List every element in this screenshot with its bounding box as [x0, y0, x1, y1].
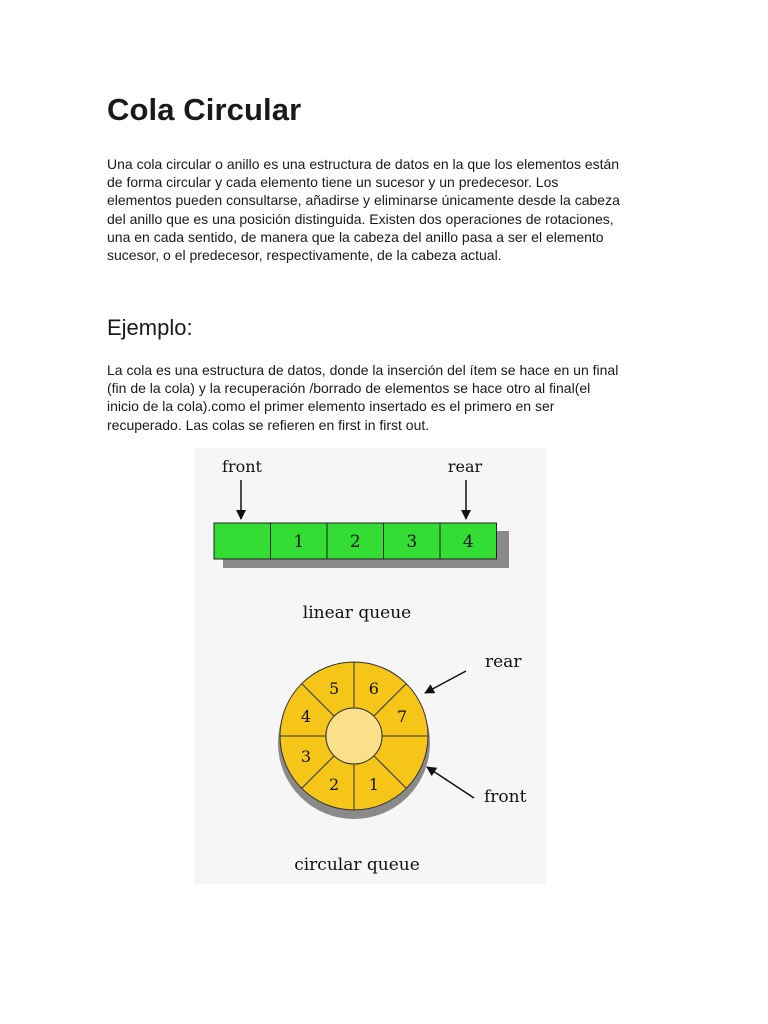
page-title: Cola Circular — [107, 92, 302, 127]
intro-line: Una cola circular o anillo es una estructura de datos en la que los elementos están — [107, 156, 620, 172]
ring-segment-label: 3 — [300, 746, 312, 766]
circular-rear-label: rear — [485, 652, 522, 672]
intro-line: de forma circular y cada elemento tiene un sucesor y un predecesor. Los — [107, 174, 559, 191]
queue-diagram — [194, 448, 546, 884]
linear-rear-label: rear — [447, 457, 483, 476]
example-paragraph — [107, 361, 667, 434]
ring-center — [326, 708, 382, 764]
intro-paragraph — [107, 155, 667, 264]
ring-segment-label: 7 — [396, 707, 408, 727]
example-line: recuperado. Las colas se refieren en first in first out. — [107, 416, 430, 433]
intro-line: una en cada sentido, de manera que la cabeza del anillo pasa a ser el elemento — [107, 228, 604, 245]
linear-cells — [214, 523, 497, 559]
linear-cell-label: 3 — [406, 532, 418, 552]
linear-cell — [214, 523, 271, 559]
ring-segment-label: 4 — [300, 707, 312, 727]
ring-segment-label: 2 — [329, 775, 340, 795]
example-line: (fin de la cola) y la recuperación /borrado de elementos se hace otro al final(el — [107, 380, 591, 397]
intro-line: elementos pueden consultarse, añadirse y eliminarse únicamente desde la cabeza — [107, 192, 620, 209]
circular-queue-caption: circular queue — [294, 855, 420, 875]
intro-line: del anillo que es una posición distinguida. Existen dos operaciones de rotaciones, — [107, 210, 614, 227]
linear-cell-label: 1 — [293, 532, 305, 552]
linear-front-label: front — [222, 457, 262, 476]
circular-front-label: front — [484, 787, 527, 807]
section-title: Ejemplo: — [107, 315, 193, 340]
linear-cell-label: 2 — [349, 532, 361, 552]
intro-line: sucesor, o el predecesor, respectivamente, de la cabeza actual. — [107, 247, 502, 264]
ring-segment-label: 5 — [329, 678, 340, 698]
linear-queue-caption: linear queue — [302, 603, 412, 623]
ring-segment-label: 1 — [368, 775, 379, 795]
ring-segment-label: 6 — [368, 678, 379, 698]
example-line: inicio de la cola).como el primer elemento insertado es el primero en ser — [107, 398, 555, 415]
linear-cell-label: 4 — [462, 532, 474, 552]
example-line: La cola es una estructura de datos, donde la inserción del ítem se hace en un final — [107, 362, 619, 378]
